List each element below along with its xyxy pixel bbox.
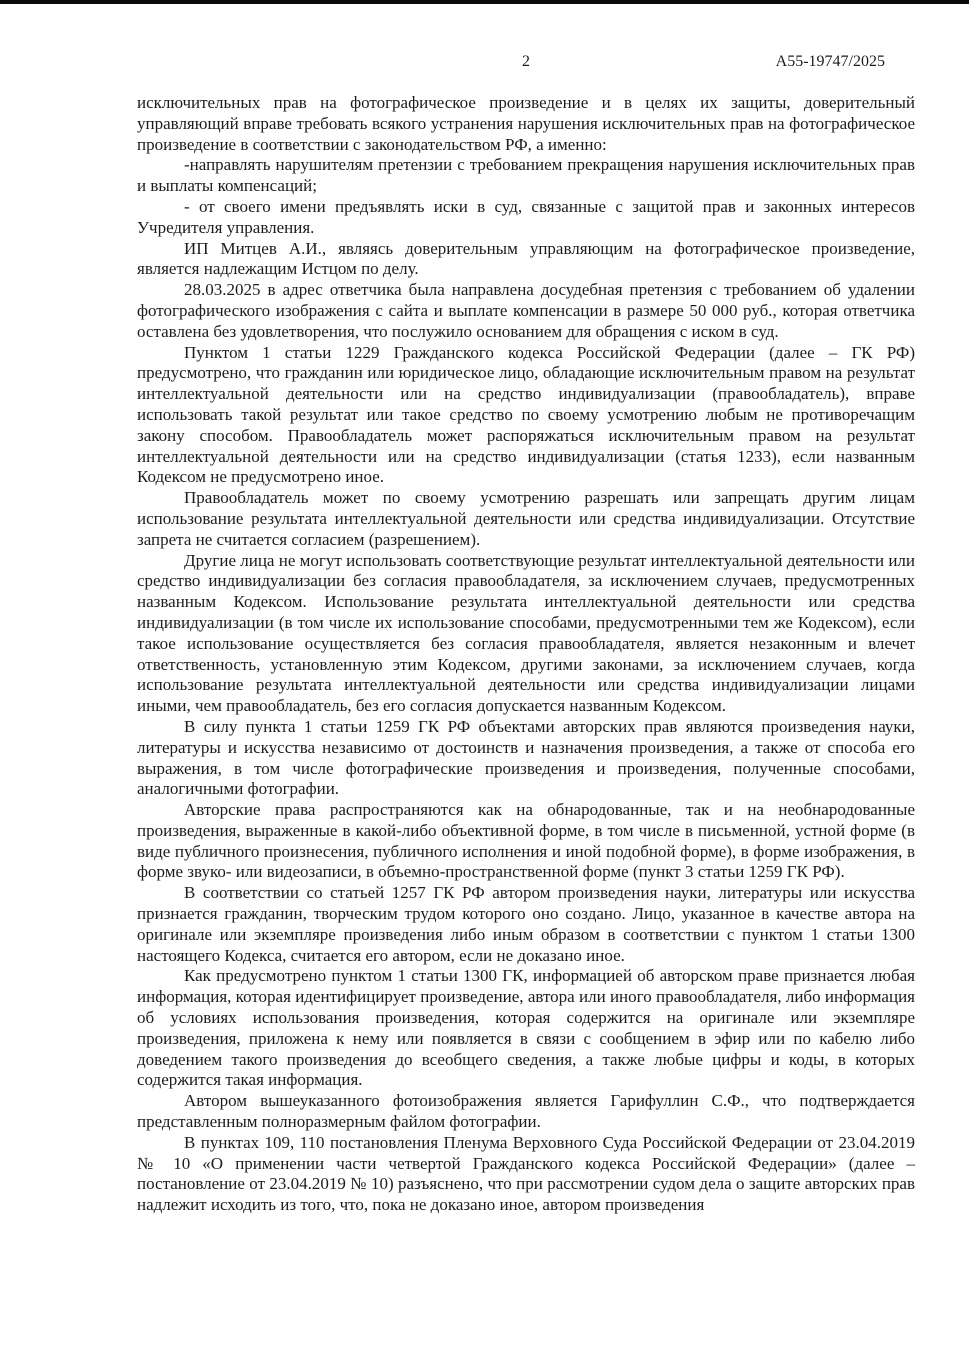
paragraph: Другие лица не могут использовать соответствующие результат интеллектуальной деятельности или средство индивидуализации без согласия правообладателя, за исключением случаев, предусмотренных названным Кодексом. Использование результата интеллектуальной деятельности или средства индивидуализации (в том числе их использование способами, предусмотренными тем же Кодексом), если такое использование осуществляется без согласия правообладателя, является незаконным и влечет ответственность, установленную этим Кодексом, другими законами, за исключением случаев, когда использование результата интеллектуальной деятельности или средства индивидуализации лицами иными, чем правообладатель, без его согласия допускается названным Кодексом.	[137, 550, 915, 716]
paragraph: 28.03.2025 в адрес ответчика была направлена досудебная претензия с требованием об удалении фотографического изображения с сайта и выплате компенсации в размере 50 000 руб., которая ответчика оставлена без удовлетворения, что послужило основанием для обращения с иском в суд.	[137, 280, 915, 341]
paragraph: исключительных прав на фотографическое произведение и в целях их защиты, доверительный управляющий вправе требовать всякого устранения нарушения исключительных прав на фотографическое произведение в соответствии с законодательством РФ, а именно:	[137, 93, 915, 154]
paragraph: Авторские права распространяются как на обнародованные, так и на необнародованные произведения, выраженные в какой-либо объективной форме, в том числе в письменной, устной форме (в виде публичного произнесения, публичного исполнения и иной подобной форме), в форме изображения, в форме звуко- или видеозаписи, в объемно-пространственной форме (пункт 3 статьи 1259 ГК РФ).	[137, 800, 915, 882]
paragraph: В соответствии со статьей 1257 ГК РФ автором произведения науки, литературы или искусства признается гражданин, творческим трудом которого оно создано. Лицо, указанное в качестве автора на оригинале или экземпляре произведения либо иным образом в соответствии с пунктом 1 статьи 1300 настоящего Кодекса, считается его автором, если не доказано иное.	[137, 883, 915, 965]
page-header	[137, 53, 915, 71]
paragraph: Автором вышеуказанного фотоизображения является Гарифуллин С.Ф., что подтверждается представленным полноразмерным файлом фотографии.	[137, 1091, 915, 1132]
page-content	[137, 0, 915, 1216]
paragraph: - от своего имени предъявлять иски в суд, связанные с защитой прав и законных интересов Учредителя управления.	[137, 196, 915, 237]
paragraph: Пунктом 1 статьи 1229 Гражданского кодекса Российской Федерации (далее – ГК РФ) предусмотрено, что гражданин или юридическое лицо, обладающие исключительным правом на результат интеллектуальной деятельности или на средство индивидуализации (правообладатель), вправе использовать такой результат или такое средство по своему усмотрению любым не противоречащим закону способом. Правообладатель может распоряжаться исключительным правом на результат интеллектуальной деятельности или на средство индивидуализации (статья 1233), если названным Кодексом не предусмотрено иное.	[137, 342, 915, 487]
case-number: А55-19747/2025	[775, 53, 885, 70]
paragraph: ИП Митцев А.И., являясь доверительным управляющим на фотографическое произведение, является надлежащим Истцом по делу.	[137, 238, 915, 279]
paragraph: -направлять нарушителям претензии с требованием прекращения нарушения исключительных прав и выплаты компенсаций;	[137, 155, 915, 196]
paragraph: Правообладатель может по своему усмотрению разрешать или запрещать другим лицам использование результата интеллектуальной деятельности или средства индивидуализации. Отсутствие запрета не считается согласием (разрешением).	[137, 488, 915, 549]
page-number: 2	[522, 53, 530, 70]
document-body	[137, 93, 915, 1216]
paragraph: В пунктах 109, 110 постановления Пленума Верховного Суда Российской Федерации от 23.04.2019 № 10 «О применении части четвертой Гражданского кодекса Российской Федерации» (далее – постановление от 23.04.2019 № 10) разъяснено, что при рассмотрении судом дела о защите авторских прав надлежит исходить из того, что, пока не доказано иное, автором произведения	[137, 1132, 915, 1215]
paragraph: В силу пункта 1 статьи 1259 ГК РФ объектами авторских прав являются произведения науки, литературы и искусства независимо от достоинств и назначения произведения, а также от способа его выражения, в том числе фотографические произведения и произведения, полученные способами, аналогичными фотографии.	[137, 716, 915, 799]
paragraph: Как предусмотрено пунктом 1 статьи 1300 ГК, информацией об авторском праве признается любая информация, которая идентифицирует произведение, автора или иного правообладателя, либо информация об условиях использования произведения, которая содержится на оригинале или экземпляре произведения, приложена к нему или появляется в связи с сообщением в эфир или по кабелю либо доведением такого произведения до всеобщего сведения, а также любые цифры и коды, в которых содержится такая информация.	[137, 966, 915, 1090]
